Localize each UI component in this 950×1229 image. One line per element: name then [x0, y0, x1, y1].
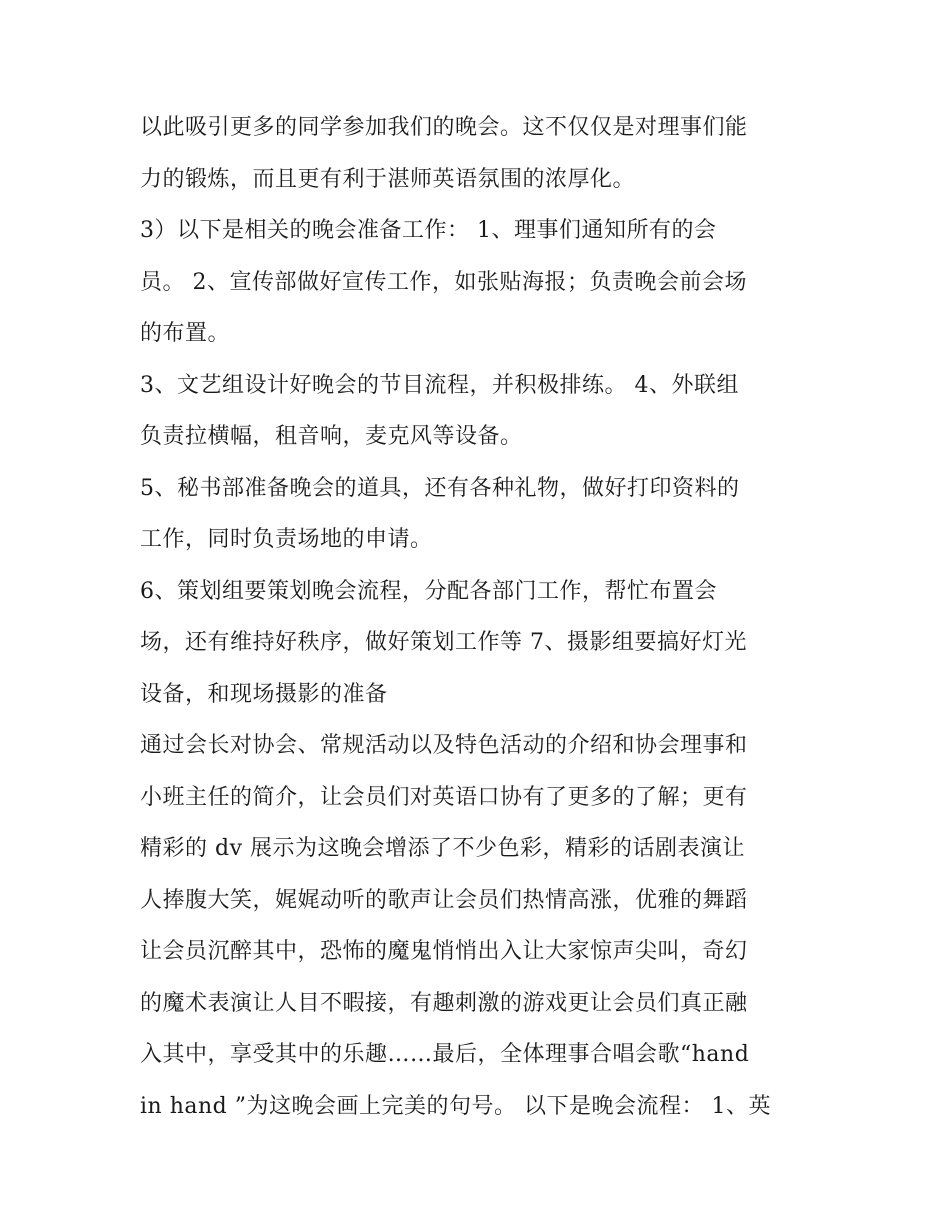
text-line: 员。 2、宣传部做好宣传工作，如张贴海报；负责晚会前会场 [140, 269, 747, 295]
text-line: 负责拉横幅，租音响，麦克风等设备。 [140, 424, 523, 449]
text-line: 场，还有维持好秩序，做好策划工作等 7、摄影组要搞好灯光 [140, 630, 747, 655]
text-line: 人捧腹大笑，娓娓动听的歌声让会员们热情高涨，优雅的舞蹈 [140, 887, 748, 913]
text-line: 入其中，享受其中的乐趣……最后，全体理事合唱会歌“hand [140, 1042, 750, 1067]
text-line: 5、秘书部准备晚会的道具，还有各种礼物，做好打印资料的 [140, 475, 740, 501]
text-line: 精彩的 dv 展示为这晚会增添了不少色彩，精彩的话剧表演让 [140, 836, 745, 861]
document-body [140, 102, 820, 1132]
text-line: 让会员沉醉其中，恐怖的魔鬼悄悄出入让大家惊声尖叫，奇幻 [140, 939, 748, 964]
text-line: 工作，同时负责场地的申请。 [140, 527, 433, 552]
text-line: 的魔术表演让人目不暇接，有趣刺激的游戏更让会员们真正融 [140, 990, 748, 1016]
text-line: 小班主任的简介，让会员们对英语口协有了更多的了解；更有 [140, 784, 748, 810]
text-line: 通过会长对协会、常规活动以及特色活动的介绍和协会理事和 [140, 733, 748, 758]
text-line: 3）以下是相关的晚会准备工作： 1、理事们通知所有的会 [140, 218, 717, 243]
text-line: 的布置。 [140, 321, 231, 346]
text-line: 6、策划组要策划晚会流程，分配各部门工作，帮忙布置会 [140, 578, 717, 604]
text-line: 以此吸引更多的同学参加我们的晚会。这不仅仅是对理事们能 [140, 115, 748, 140]
text-line: 3、文艺组设计好晚会的节目流程，并积极排练。 4、外联组 [140, 372, 739, 398]
text-line: 设备，和现场摄影的准备 [140, 681, 388, 707]
text-line: 力的锻炼，而且更有利于湛师英语氛围的浓厚化。 [140, 166, 636, 192]
text-line: in hand ”为这晚会画上完美的句号。 以下是晚会流程： 1、英 [140, 1093, 771, 1119]
